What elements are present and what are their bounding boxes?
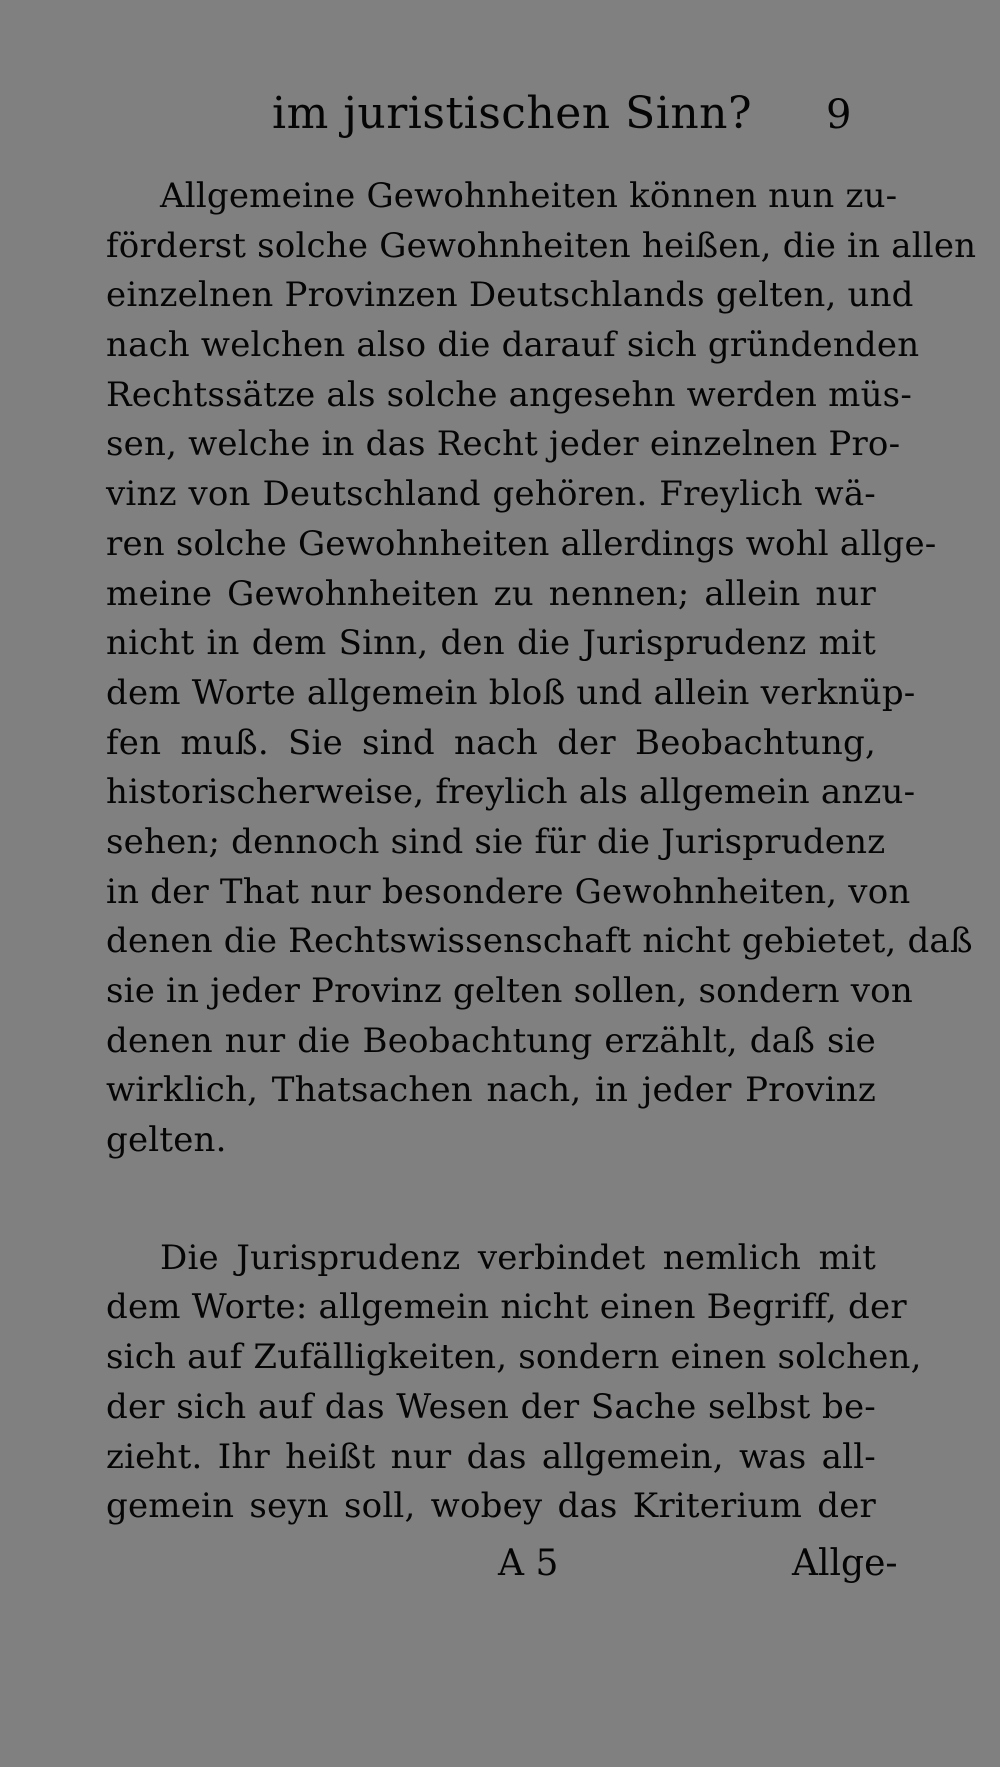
text-line: nach welchen also die darauf sich gründenden	[106, 325, 920, 366]
text-line: denen die Rechtswissenschaft nicht gebietet, daß	[106, 921, 973, 962]
page-number: 9	[826, 92, 852, 138]
text-line: fen muß. Sie sind nach der Beobachtung,	[106, 722, 876, 763]
text-line: Rechtssätze als solche angesehn werden müs-	[106, 374, 913, 415]
text-line: denen nur die Beobachtung erzählt, daß sie	[106, 1020, 876, 1061]
text-line: historischerweise, freylich als allgemein anzu-	[106, 772, 916, 813]
text-line: gemein seyn soll, wobey das Kriterium der	[106, 1486, 876, 1527]
running-head: im juristischen Sinn?	[272, 88, 753, 139]
body-text	[106, 172, 977, 1532]
text-line: der sich auf das Wesen der Sache selbst be-	[106, 1386, 876, 1427]
paragraph-gap	[106, 1166, 876, 1234]
text-line: meine Gewohnheiten zu nennen; allein nur	[106, 573, 876, 614]
paragraph-1	[106, 172, 977, 1166]
text-line: einzelnen Provinzen Deutschlands gelten, und	[106, 275, 914, 316]
text-line: zieht. Ihr heißt nur das allgemein, was all-	[106, 1436, 876, 1477]
text-line: in der That nur besondere Gewohnheiten, von	[106, 871, 911, 912]
text-line: sie in jeder Provinz gelten sollen, sondern von	[106, 971, 913, 1011]
text-line: ren solche Gewohnheiten allerdings wohl allge-	[106, 523, 937, 564]
text-line: Die Jurisprudenz verbindet nemlich mit	[160, 1237, 876, 1278]
text-line: vinz von Deutschland gehören. Freylich wä-	[106, 474, 876, 515]
page-footer	[0, 1543, 1000, 1593]
text-line: sen, welche in das Recht jeder einzelnen Pro-	[106, 424, 901, 465]
text-line: Allgemeine Gewohnheiten können nun zu-	[160, 176, 898, 216]
text-line: förderst solche Gewohnheiten heißen, die in allen	[106, 225, 977, 266]
catchword: Allge-	[792, 1543, 898, 1584]
text-line: wirklich, Thatsachen nach, in jeder Provinz	[106, 1070, 876, 1111]
text-line: gelten.	[106, 1120, 227, 1161]
text-line: sehen; dennoch sind sie für die Jurisprudenz	[106, 821, 886, 862]
paragraph-2	[106, 1234, 922, 1532]
signature-mark: A 5	[498, 1543, 559, 1584]
page-header	[0, 88, 1000, 148]
text-line: sich auf Zufälligkeiten, sondern einen solchen,	[106, 1337, 922, 1378]
text-line: dem Worte: allgemein nicht einen Begriff, der	[106, 1287, 907, 1328]
text-line: nicht in dem Sinn, den die Jurisprudenz mit	[106, 623, 876, 664]
text-line: dem Worte allgemein bloß und allein verknüp-	[106, 672, 916, 713]
